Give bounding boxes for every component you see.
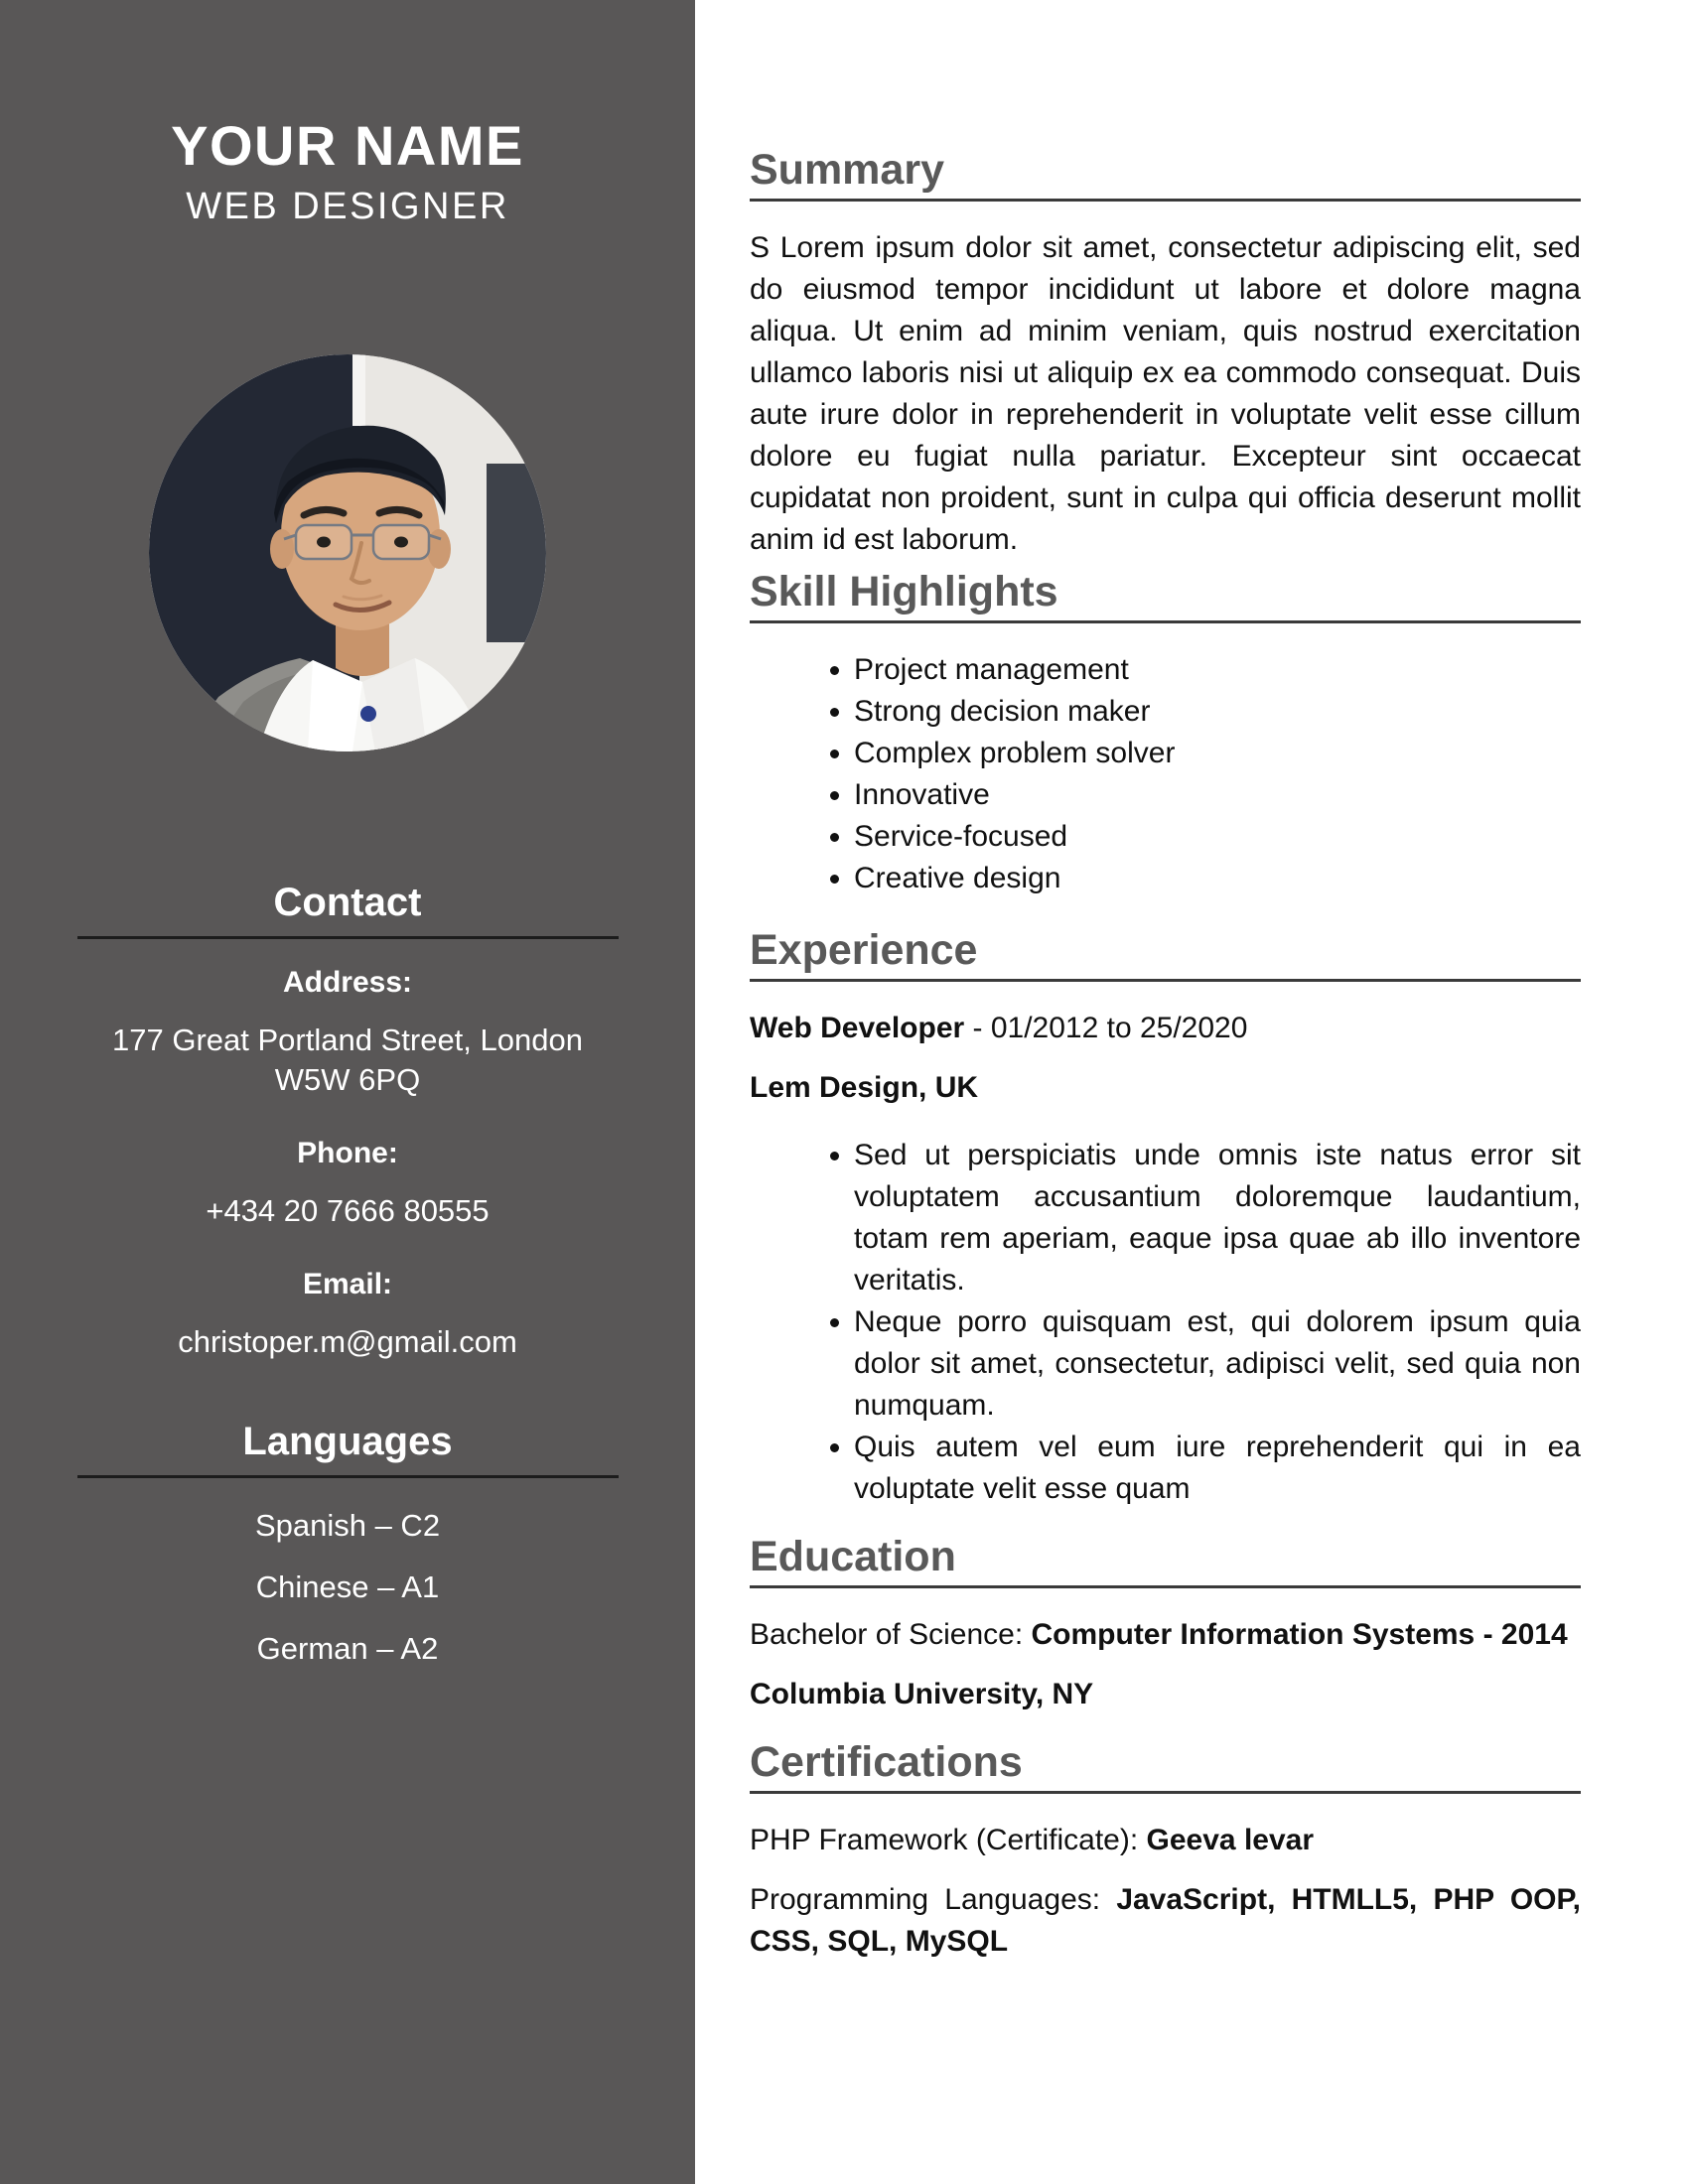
skills-list <box>750 649 1581 899</box>
company-line <box>750 1067 1581 1109</box>
address-label: Address: <box>282 966 413 999</box>
phone-label: Phone: <box>297 1137 398 1169</box>
skill-item: • Service-focused <box>854 816 1581 858</box>
education-heading: Education <box>750 1534 1581 1588</box>
address-line-2: W5W 6PQ <box>274 1062 421 1097</box>
job-title-line <box>750 1008 1581 1049</box>
experience-bullet: • Quis autem vel eum iure reprehenderit qui in ea voluptate velit esse quam <box>854 1427 1581 1510</box>
person-name: YOUR NAME <box>171 114 524 177</box>
degree-line <box>750 1614 1581 1656</box>
address-line-1: 177 Great Portland Street, London <box>112 1023 583 1057</box>
email-label: Email: <box>302 1268 393 1300</box>
education-section <box>750 1534 1581 1715</box>
school-line <box>750 1674 1581 1715</box>
skill-item: • Strong decision maker <box>854 691 1581 733</box>
degree-prefix: Bachelor of Science: <box>750 1618 1032 1651</box>
sidebar <box>0 0 695 2184</box>
address-value <box>50 1021 645 1100</box>
job-title: Web Developer <box>750 1012 965 1044</box>
language-item: German – A2 <box>256 1631 439 1666</box>
skills-section <box>750 569 1581 899</box>
language-item: Chinese – A1 <box>255 1570 440 1604</box>
summary-text: S Lorem ipsum dolor sit amet, consectetur adipiscing elit, sed do eiusmod tempor incididunt ut labore et dolore magna aliqua. Ut enim ad minim veniam, quis nostrud exercitation ullamco laboris nisi ut aliquip ex ea commodo consequat. Duis aute irure dolor in reprehenderit in voluptate velit esse cillum dolore eu fugiat nulla pariatur. Excepteur sint occaecat cupidatat non proident, sunt in culpa qui officia deserunt mollit anim id est laborum. <box>750 231 1581 556</box>
languages-section <box>0 1418 695 1669</box>
programming-languages-line <box>750 1879 1581 1963</box>
summary-heading: Summary <box>750 147 1581 202</box>
phone-value: +434 20 7666 80555 <box>206 1193 490 1228</box>
cert-prefix: PHP Framework (Certificate): <box>750 1824 1147 1856</box>
skill-item: • Creative design <box>854 858 1581 899</box>
school-name: Columbia University, NY <box>750 1678 1094 1710</box>
language-item: Spanish – C2 <box>254 1508 441 1543</box>
experience-bullet: • Sed ut perspiciatis unde omnis iste natus error sit voluptatem accusantium doloremque laudantium, totam rem aperiam, eaque ipsa quae ab illo inventore veritatis. <box>854 1135 1581 1301</box>
skill-item: • Innovative <box>854 774 1581 816</box>
profile-photo <box>149 354 546 751</box>
experience-bullet: • Neque porro quisquam est, qui dolorem ipsum quia dolor sit amet, consectetur, adipisci velit, sed quia non numquam. <box>854 1301 1581 1427</box>
contact-section <box>0 879 695 1362</box>
languages-prefix: Programming Languages: <box>750 1883 1117 1916</box>
contact-heading: Contact <box>77 879 619 939</box>
person-role: WEB DESIGNER <box>186 186 509 227</box>
profile-photo-illustration <box>149 354 546 751</box>
job-dates: - 01/2012 to 25/2020 <box>964 1012 1248 1044</box>
experience-bullet-list <box>750 1135 1581 1510</box>
email-value: christoper.m@gmail.com <box>178 1324 517 1359</box>
main-content <box>695 0 1688 2184</box>
languages-heading: Languages <box>77 1418 619 1478</box>
certification-line <box>750 1820 1581 1861</box>
experience-section <box>750 927 1581 1510</box>
cert-name: Geeva levar <box>1146 1824 1315 1856</box>
certifications-section <box>750 1739 1581 1963</box>
certifications-heading: Certifications <box>750 1739 1581 1794</box>
skill-item: • Project management <box>854 649 1581 691</box>
languages-list-bold: JavaScript, HTMLL5, PHP OOP, CSS, SQL, MySQL <box>750 1883 1581 1958</box>
degree-name: Computer Information Systems - 2014 <box>1031 1618 1568 1651</box>
experience-heading: Experience <box>750 927 1581 982</box>
summary-section <box>750 147 1581 561</box>
skill-item: • Complex problem solver <box>854 733 1581 774</box>
skills-heading: Skill Highlights <box>750 569 1581 623</box>
company-name: Lem Design, UK <box>750 1071 979 1104</box>
